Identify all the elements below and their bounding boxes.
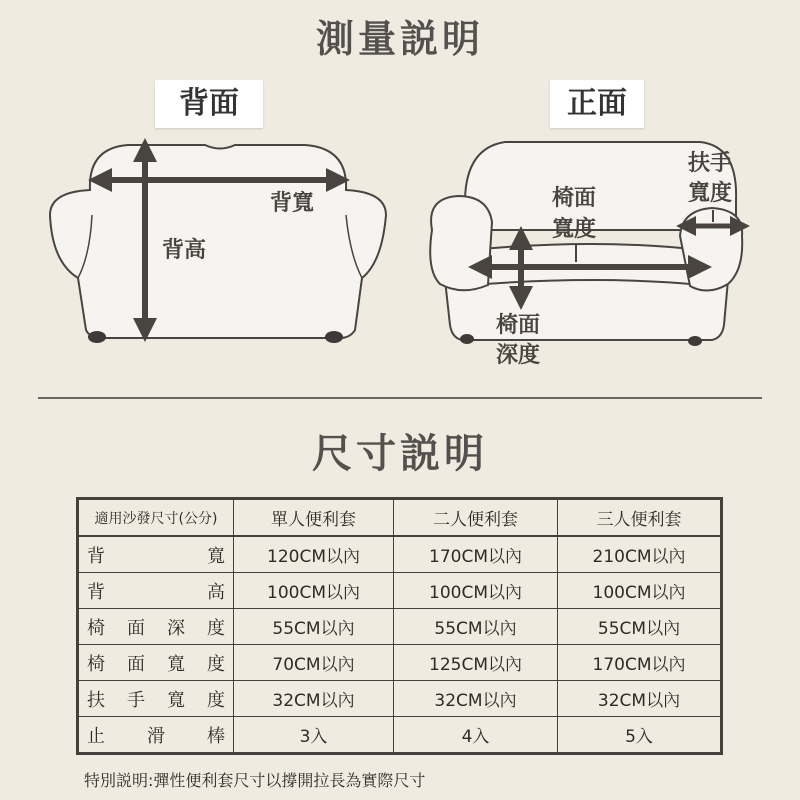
table-cell: 100CM以內 <box>234 573 394 609</box>
seat-width-label-2: 寬度 <box>552 216 597 242</box>
seat-depth-label-2: 深度 <box>496 342 541 368</box>
arm-width-label-1: 扶手 <box>688 150 733 176</box>
table-row <box>78 573 722 609</box>
table-cell: 125CM以內 <box>394 645 558 681</box>
seat-depth-label-1: 椅面 <box>496 312 541 338</box>
table-row <box>78 536 722 573</box>
size-table <box>76 497 723 755</box>
back-height-label: 背高 <box>162 237 207 263</box>
table-header-row <box>78 499 722 537</box>
back-sofa-shape <box>50 145 386 343</box>
row-header-cell: 背寬 <box>78 536 234 573</box>
table-row <box>78 609 722 645</box>
table-cell: 32CM以內 <box>394 681 558 717</box>
table-header-cell: 三人便利套 <box>558 499 722 537</box>
table-header-cell: 二人便利套 <box>394 499 558 537</box>
table-cell: 55CM以內 <box>394 609 558 645</box>
table-row <box>78 645 722 681</box>
measurement-title: 測量説明 <box>315 16 484 61</box>
table-cell: 170CM以內 <box>558 645 722 681</box>
table-cell: 70CM以內 <box>234 645 394 681</box>
table-cell: 100CM以內 <box>558 573 722 609</box>
arm-width-label-2: 寬度 <box>688 180 733 206</box>
row-header-cell: 止滑棒 <box>78 717 234 754</box>
seat-width-label-1: 椅面 <box>552 185 597 211</box>
row-header-cell: 椅面寬度 <box>78 645 234 681</box>
front-view-label: 正面 <box>550 80 644 128</box>
special-note: 特別説明:彈性便利套尺寸以撐開拉長為實際尺寸 <box>84 771 426 790</box>
back-view-label: 背面 <box>155 80 263 128</box>
table-row <box>78 681 722 717</box>
row-header-cell: 椅面深度 <box>78 609 234 645</box>
table-cell: 170CM以內 <box>394 536 558 573</box>
section-divider <box>38 397 762 399</box>
back-width-label: 背寬 <box>270 190 315 216</box>
row-header-cell: 背高 <box>78 573 234 609</box>
table-row <box>78 717 722 754</box>
table-cell: 3入 <box>234 717 394 754</box>
row-header-cell: 扶手寬度 <box>78 681 234 717</box>
table-header-cell: 適用沙發尺寸(公分) <box>78 499 234 537</box>
table-cell: 100CM以內 <box>394 573 558 609</box>
size-title: 尺寸説明 <box>312 430 488 477</box>
table-cell: 4入 <box>394 717 558 754</box>
table-cell: 120CM以內 <box>234 536 394 573</box>
table-cell: 210CM以內 <box>558 536 722 573</box>
table-header-cell: 單人便利套 <box>234 499 394 537</box>
table-cell: 5入 <box>558 717 722 754</box>
table-cell: 55CM以內 <box>558 609 722 645</box>
table-cell: 32CM以內 <box>234 681 394 717</box>
table-cell: 32CM以內 <box>558 681 722 717</box>
table-cell: 55CM以內 <box>234 609 394 645</box>
